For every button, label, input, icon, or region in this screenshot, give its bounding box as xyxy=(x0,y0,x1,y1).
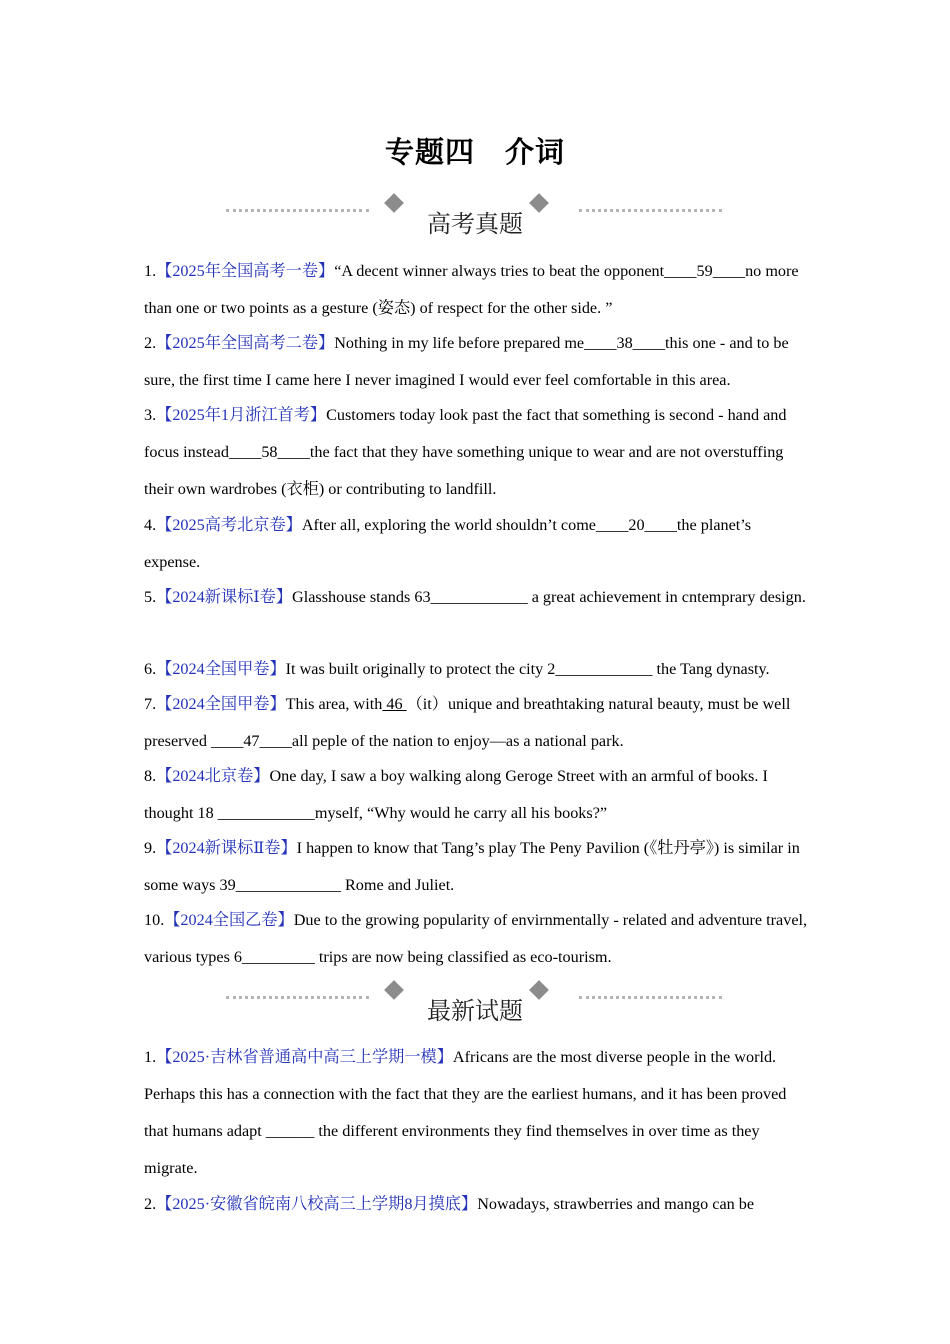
question-source: 【2025年全国高考一卷】 xyxy=(156,262,335,280)
question-text: Nothing in my life before prepared me____38____this one - and to be sure, the first time I came here I never imagined I would ever feel comfortable in this area. xyxy=(144,334,789,389)
question-number: 10. xyxy=(144,911,165,929)
question-number: 1. xyxy=(144,1048,157,1066)
question-item xyxy=(144,902,809,976)
question-source: 【2025·吉林省普通高中高三上学期一模】 xyxy=(156,1048,453,1066)
question-text: Nowadays, strawberries and mango can be xyxy=(477,1195,755,1213)
page-title: 专题四 介词 xyxy=(384,135,565,169)
question-item xyxy=(144,1039,809,1187)
question-text: Glasshouse stands 63____________ a great achievement in cntemprary design. xyxy=(292,588,806,606)
underlined-blank: 46 xyxy=(382,695,407,713)
dotted-divider-right xyxy=(579,996,722,999)
question-source: 【2025高考北京卷】 xyxy=(156,516,302,534)
dotted-divider-right xyxy=(579,209,722,212)
question-number: 6. xyxy=(144,660,157,678)
question-number: 8. xyxy=(144,767,157,785)
question-item xyxy=(144,1186,809,1223)
question-number: 1. xyxy=(144,262,157,280)
question-number: 2. xyxy=(144,334,157,352)
question-number: 7. xyxy=(144,695,157,713)
question-text: Customers today look past the fact that something is second - hand and focus instead____58____the fact that they have something unique to wear and are not overstuffing their own wardrobes (衣柜) or contributing to landfill. xyxy=(144,406,787,498)
question-source: 【2024新课标Ⅱ卷】 xyxy=(156,839,297,857)
question-item xyxy=(144,686,809,760)
question-text: After all, exploring the world shouldn’t come____20____the planet’s expense. xyxy=(144,516,752,571)
question-source: 【2024全国乙卷】 xyxy=(164,911,294,929)
question-source: 【2025年1月浙江首考】 xyxy=(156,406,327,424)
question-text: One day, I saw a boy walking along Geroge Street with an armful of books. I thought 18 ____________myself, “Why would he carry all his books?” xyxy=(144,767,768,822)
question-item xyxy=(144,758,809,832)
question-source: 【2024新课标Ⅰ卷】 xyxy=(156,588,293,606)
question-text: This area, with xyxy=(285,695,383,713)
question-number: 2. xyxy=(144,1195,157,1213)
question-text: “A decent winner always tries to beat the opponent____59____no more than one or two points as a gesture (姿态) of respect for the other side. ” xyxy=(144,262,799,317)
question-item xyxy=(144,397,809,508)
question-source: 【2024全国甲卷】 xyxy=(156,660,286,678)
question-number: 3. xyxy=(144,406,157,424)
question-number: 9. xyxy=(144,839,157,857)
question-item xyxy=(144,253,809,327)
question-source: 【2025年全国高考二卷】 xyxy=(156,334,335,352)
question-text: Africans are the most diverse people in the world. Perhaps this has a connection with the fact that they are the earliest humans, and it has been proved that humans adapt ______ the different environments they find themselves in over time as they migrate. xyxy=(144,1048,787,1177)
question-text: Due to the growing popularity of envirnmentally - related and adventure travel, various types 6_________ trips are now being classified as eco-tourism. xyxy=(144,911,808,966)
question-text: I happen to know that Tang’s play The Peny Pavilion (《牡丹亭》) is similar in some ways 39_____________ Rome and Juliet. xyxy=(144,839,800,894)
section-label: 最新试题 xyxy=(427,999,523,1025)
question-source: 【2024北京卷】 xyxy=(156,767,270,785)
question-item xyxy=(144,651,809,688)
question-item xyxy=(144,830,809,904)
question-number: 4. xyxy=(144,516,157,534)
question-source: 【2025·安徽省皖南八校高三上学期8月摸底】 xyxy=(156,1195,478,1213)
question-source: 【2024全国甲卷】 xyxy=(156,695,286,713)
question-item xyxy=(144,579,809,616)
section-header-gaokao xyxy=(0,196,950,240)
question-number: 5. xyxy=(144,588,157,606)
question-item xyxy=(144,507,809,581)
question-text: It was built originally to protect the city 2____________ the Tang dynasty. xyxy=(285,660,770,678)
section-label: 高考真题 xyxy=(427,212,523,238)
question-item xyxy=(144,325,809,399)
question-text: （it）unique and breathtaking natural beauty, must be well preserved ____47____all peple of the nation to enjoy—as a national park. xyxy=(144,695,791,750)
section-header-latest xyxy=(0,983,950,1027)
